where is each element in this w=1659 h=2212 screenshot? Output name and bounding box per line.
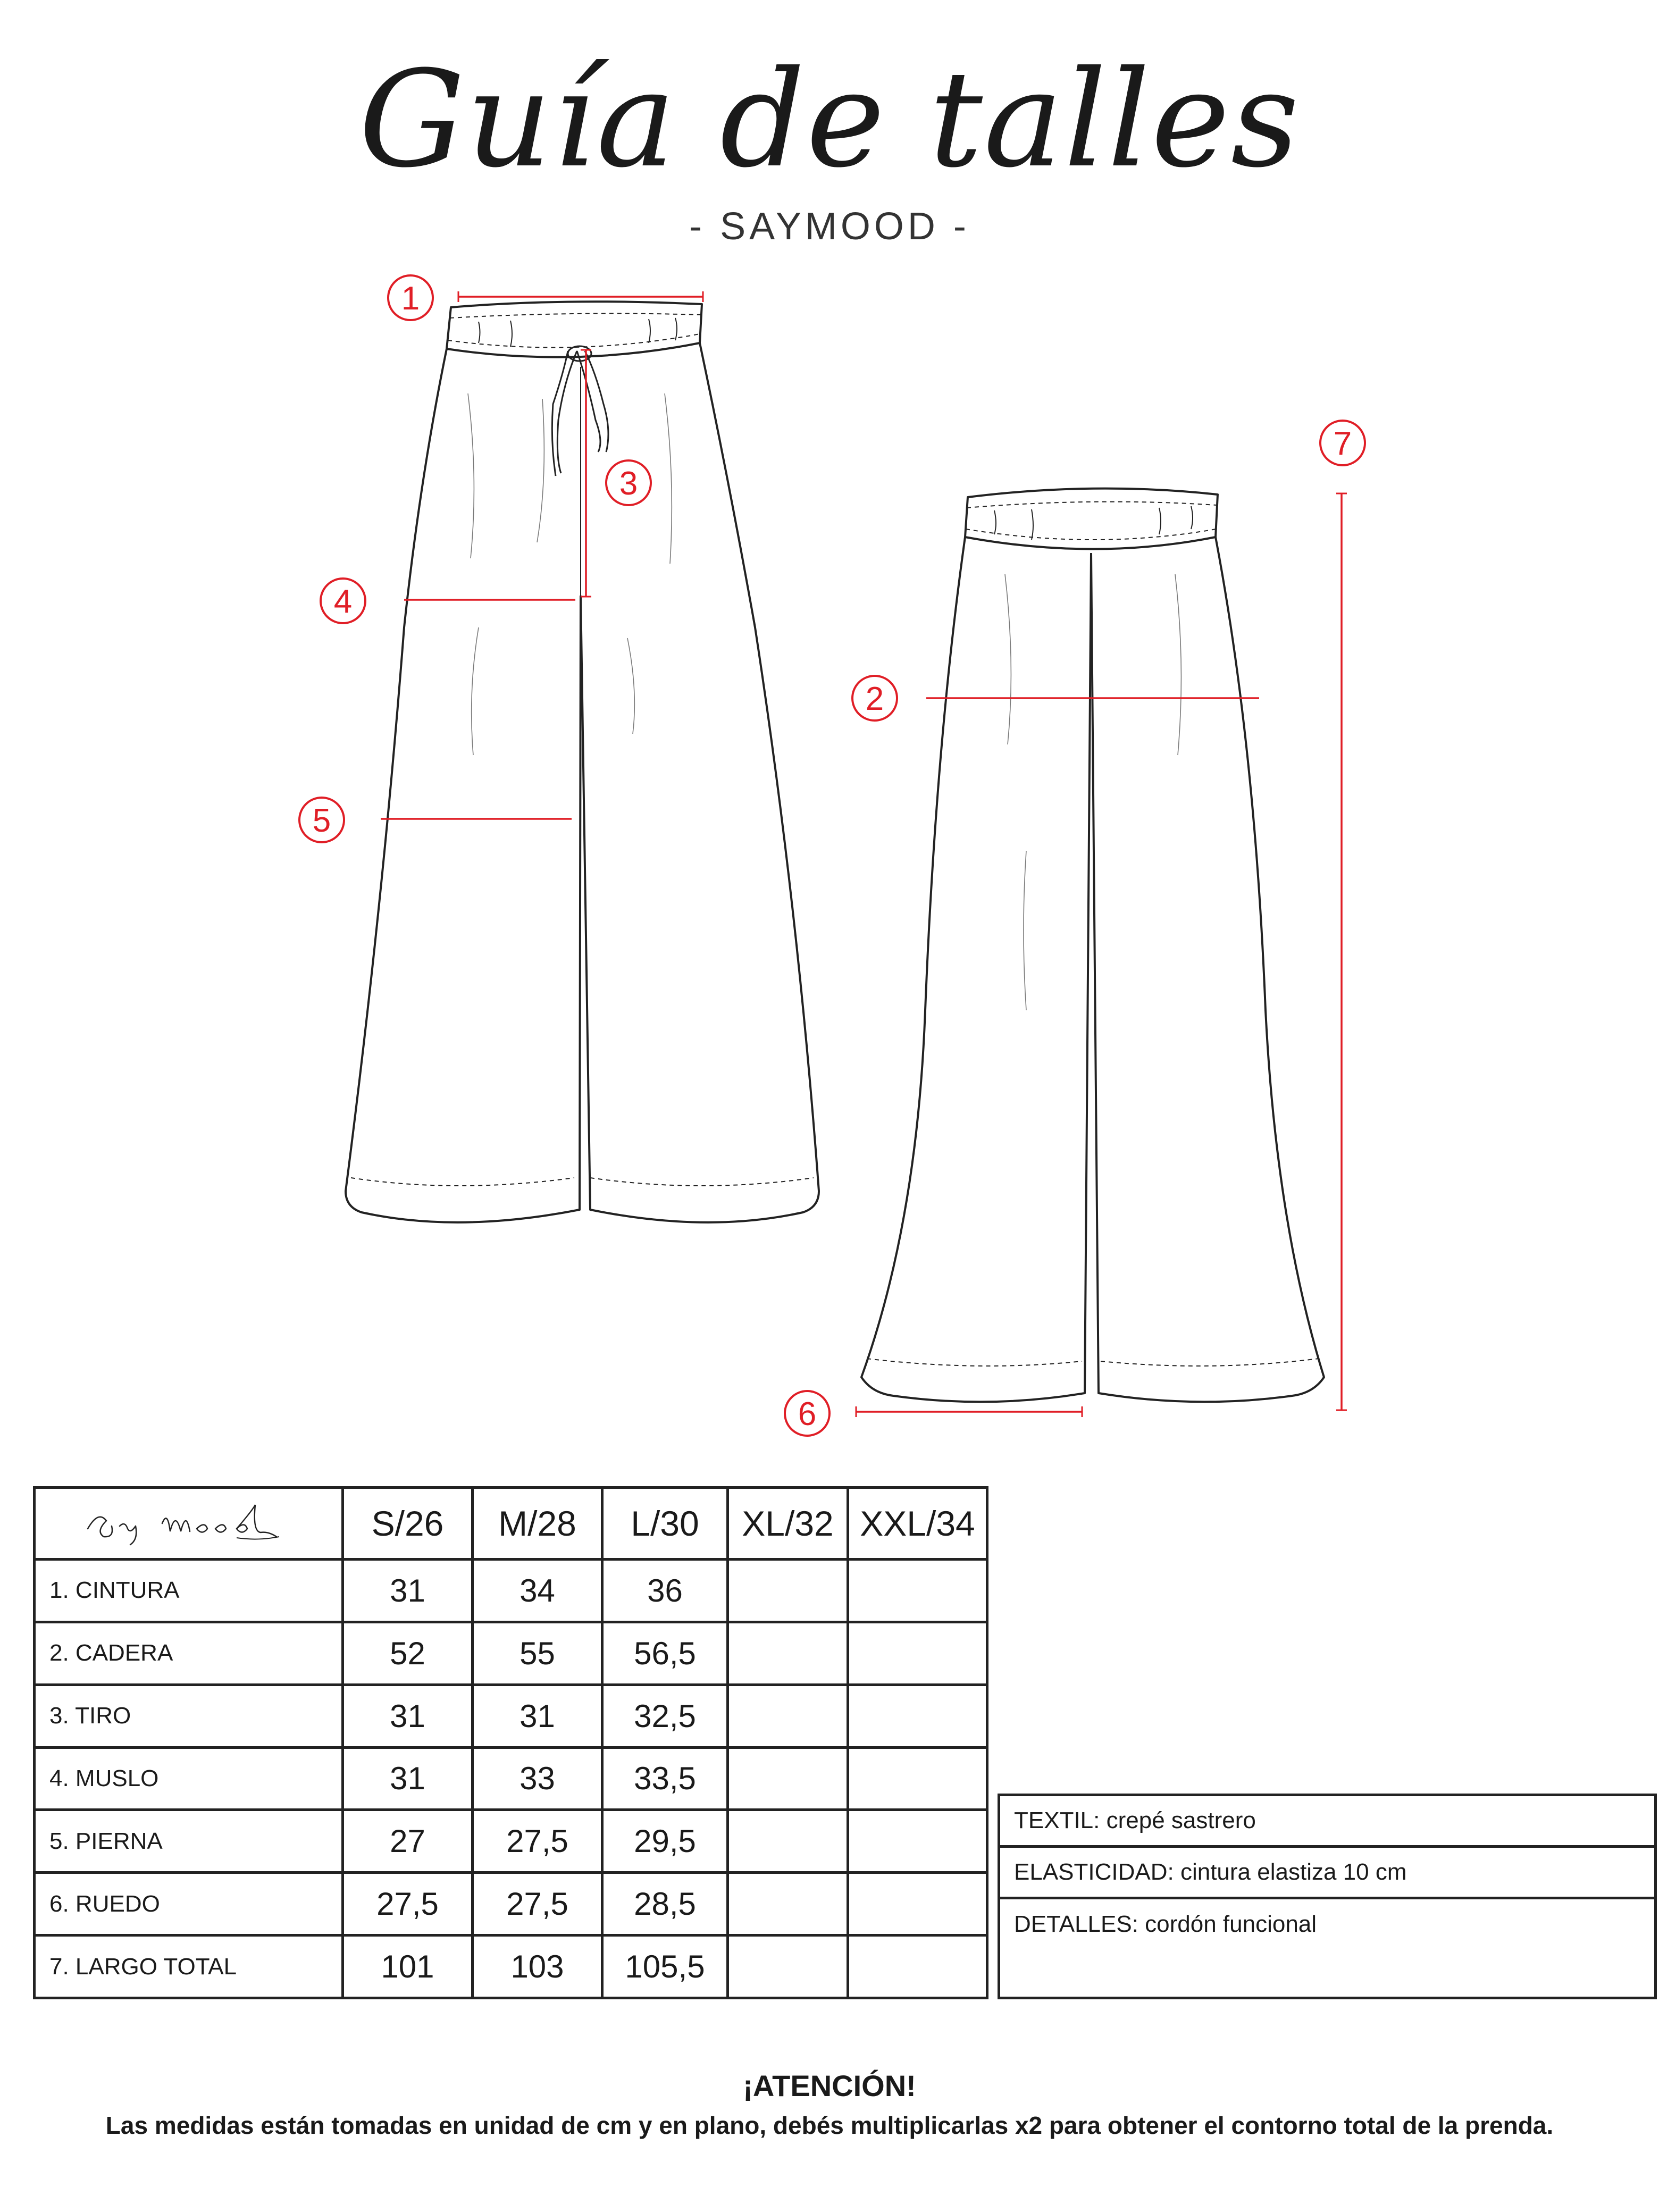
table-cell: 27,5 bbox=[473, 1873, 602, 1936]
table-row bbox=[35, 1560, 987, 1622]
table-cell: 31 bbox=[343, 1560, 473, 1622]
table-cell: 101 bbox=[343, 1936, 473, 1998]
table-cell bbox=[848, 1810, 987, 1873]
table-row bbox=[35, 1747, 987, 1810]
col-size-m: M/28 bbox=[473, 1488, 602, 1560]
table-cell: 31 bbox=[473, 1685, 602, 1747]
marker-2-label: 2 bbox=[865, 681, 884, 717]
marker-3-label: 3 bbox=[619, 465, 638, 502]
table-cell bbox=[848, 1747, 987, 1810]
marker-7-label: 7 bbox=[1333, 425, 1352, 462]
brand-subtitle: - SAYMOOD - bbox=[689, 205, 970, 248]
table-cell bbox=[848, 1936, 987, 1998]
col-size-s: S/26 bbox=[343, 1488, 473, 1560]
attention-heading: ¡ATENCIÓN! bbox=[743, 2069, 916, 2102]
textil-info: TEXTIL: crepé sastrero bbox=[999, 1795, 1656, 1847]
table-row bbox=[35, 1936, 987, 1998]
marker-7 bbox=[1320, 421, 1365, 465]
marker-4 bbox=[321, 579, 365, 623]
marker-2 bbox=[852, 676, 897, 720]
front-pants-drawing bbox=[346, 301, 819, 1222]
marker-4-label: 4 bbox=[333, 583, 353, 620]
row-label: 6. RUEDO bbox=[35, 1873, 343, 1936]
table-cell: 32,5 bbox=[602, 1685, 728, 1747]
table-cell bbox=[728, 1560, 848, 1622]
table-cell: 36 bbox=[602, 1560, 728, 1622]
col-size-l: L/30 bbox=[602, 1488, 728, 1560]
marker-5-label: 5 bbox=[312, 802, 331, 839]
row-label: 4. MUSLO bbox=[35, 1747, 343, 1810]
back-pants-drawing bbox=[861, 489, 1324, 1402]
marker-6-label: 6 bbox=[798, 1396, 817, 1432]
saymood-signature-logo bbox=[77, 1499, 300, 1547]
table-cell: 105,5 bbox=[602, 1936, 728, 1998]
table-cell bbox=[848, 1560, 987, 1622]
col-size-xxl: XXL/34 bbox=[848, 1488, 987, 1560]
table-cell bbox=[728, 1873, 848, 1936]
table-cell bbox=[728, 1685, 848, 1747]
table-cell: 33,5 bbox=[602, 1747, 728, 1810]
table-cell bbox=[848, 1873, 987, 1936]
page-title: Guía de talles bbox=[358, 42, 1301, 197]
measurement-lines bbox=[381, 297, 1342, 1412]
table-cell: 27,5 bbox=[473, 1810, 602, 1873]
table-cell bbox=[728, 1810, 848, 1873]
size-table bbox=[33, 1486, 988, 1999]
marker-1-label: 1 bbox=[401, 280, 420, 317]
table-cell bbox=[848, 1685, 987, 1747]
table-cell: 28,5 bbox=[602, 1873, 728, 1936]
table-cell: 56,5 bbox=[602, 1622, 728, 1685]
row-label: 2. CADERA bbox=[35, 1622, 343, 1685]
elasticidad-info: ELASTICIDAD: cintura elastiza 10 cm bbox=[999, 1847, 1656, 1898]
table-cell: 34 bbox=[473, 1560, 602, 1622]
marker-6 bbox=[785, 1391, 830, 1436]
size-table-header bbox=[35, 1488, 987, 1560]
table-row bbox=[35, 1873, 987, 1936]
marker-3 bbox=[606, 460, 651, 505]
row-label: 7. LARGO TOTAL bbox=[35, 1936, 343, 1998]
table-cell bbox=[728, 1622, 848, 1685]
table-cell: 31 bbox=[343, 1685, 473, 1747]
row-label: 5. PIERNA bbox=[35, 1810, 343, 1873]
col-size-xl: XL/32 bbox=[728, 1488, 848, 1560]
row-label: 3. TIRO bbox=[35, 1685, 343, 1747]
table-cell bbox=[728, 1747, 848, 1810]
table-cell: 103 bbox=[473, 1936, 602, 1998]
table-cell: 29,5 bbox=[602, 1810, 728, 1873]
table-row bbox=[35, 1622, 987, 1685]
fabric-info-table bbox=[998, 1794, 1657, 1999]
table-row bbox=[35, 1810, 987, 1873]
table-cell bbox=[728, 1936, 848, 1998]
table-cell bbox=[848, 1622, 987, 1685]
marker-5 bbox=[299, 798, 344, 842]
table-cell: 27 bbox=[343, 1810, 473, 1873]
table-cell: 52 bbox=[343, 1622, 473, 1685]
table-row bbox=[35, 1685, 987, 1747]
detalles-info: DETALLES: cordón funcional bbox=[999, 1898, 1656, 1998]
measurement-note: Las medidas están tomadas en unidad de cm y en plano, debés multiplicarlas x2 para obtener el contorno total de la prenda. bbox=[105, 2112, 1554, 2139]
brand-logo-cell bbox=[35, 1488, 343, 1560]
table-cell: 31 bbox=[343, 1747, 473, 1810]
table-cell: 55 bbox=[473, 1622, 602, 1685]
row-label: 1. CINTURA bbox=[35, 1560, 343, 1622]
table-cell: 27,5 bbox=[343, 1873, 473, 1936]
marker-1 bbox=[388, 275, 433, 320]
table-cell: 33 bbox=[473, 1747, 602, 1810]
